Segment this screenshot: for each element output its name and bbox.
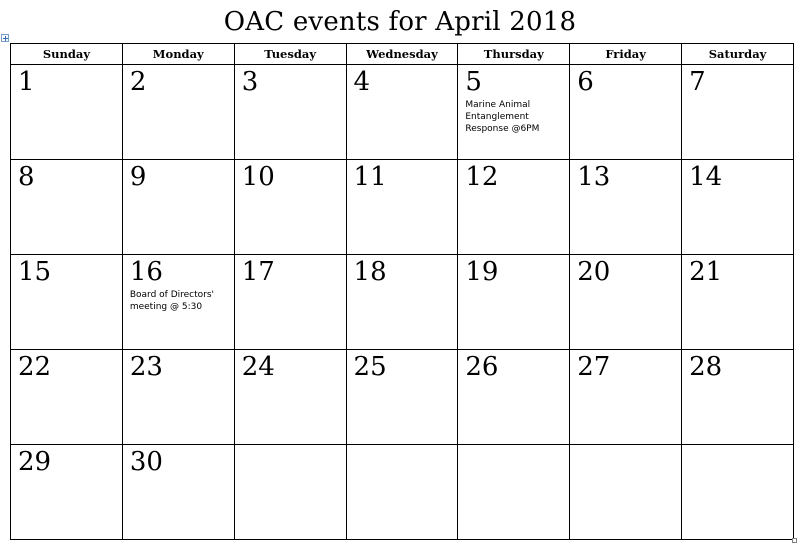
day-number xyxy=(570,445,681,447)
day-cell[interactable] xyxy=(458,445,570,540)
week-row xyxy=(11,65,794,160)
day-number: 1 xyxy=(18,67,35,97)
day-cell[interactable] xyxy=(682,350,794,445)
day-number: 13 xyxy=(577,162,611,192)
table-move-handle-icon[interactable] xyxy=(1,34,9,42)
day-number: 16 xyxy=(129,257,163,287)
day-cell[interactable] xyxy=(122,65,234,160)
day-number: 19 xyxy=(465,257,499,287)
day-cell[interactable] xyxy=(458,65,570,160)
day-number xyxy=(347,445,458,447)
day-number: 22 xyxy=(18,352,52,382)
table-resize-handle[interactable] xyxy=(792,538,797,543)
day-number: 25 xyxy=(353,352,387,382)
day-cell[interactable] xyxy=(234,445,346,540)
day-number: 29 xyxy=(18,447,52,477)
week-row xyxy=(11,255,794,350)
day-cell[interactable] xyxy=(570,160,682,255)
day-cell[interactable] xyxy=(346,445,458,540)
day-number: 9 xyxy=(129,162,147,192)
day-number: 21 xyxy=(689,257,723,287)
event-text: Marine Animal Entanglement Response @6PM xyxy=(465,100,540,134)
day-cell[interactable] xyxy=(11,65,123,160)
day-cell[interactable] xyxy=(234,255,346,350)
day-number: 15 xyxy=(18,257,52,287)
day-number: 30 xyxy=(129,447,163,477)
day-cell[interactable] xyxy=(122,255,234,350)
day-cell[interactable] xyxy=(346,255,458,350)
weekday-header-sunday: Sunday xyxy=(11,44,123,65)
day-cell[interactable] xyxy=(458,160,570,255)
day-cell[interactable] xyxy=(570,65,682,160)
day-cell[interactable] xyxy=(682,445,794,540)
day-cell[interactable] xyxy=(682,65,794,160)
day-cell[interactable] xyxy=(570,350,682,445)
weekday-header-saturday: Saturday xyxy=(682,44,794,65)
day-cell[interactable] xyxy=(682,255,794,350)
day-cell[interactable] xyxy=(570,255,682,350)
day-cell[interactable] xyxy=(234,65,346,160)
day-number: 7 xyxy=(689,67,706,97)
day-number: 10 xyxy=(241,162,275,192)
weekday-header-wednesday: Wednesday xyxy=(346,44,458,65)
day-cell[interactable] xyxy=(122,445,234,540)
day-cell[interactable] xyxy=(122,350,234,445)
day-number: 11 xyxy=(353,162,387,192)
day-number xyxy=(458,445,569,447)
day-cell[interactable] xyxy=(234,350,346,445)
day-number: 2 xyxy=(129,67,147,97)
weekday-header-tuesday: Tuesday xyxy=(234,44,346,65)
day-number: 8 xyxy=(18,162,35,192)
day-number xyxy=(682,445,793,447)
weekday-header-row xyxy=(11,44,794,65)
day-number: 28 xyxy=(689,352,723,382)
week-row xyxy=(11,350,794,445)
day-cell[interactable] xyxy=(458,255,570,350)
day-cell[interactable] xyxy=(11,160,123,255)
day-cell[interactable] xyxy=(11,445,123,540)
day-cell[interactable] xyxy=(458,350,570,445)
day-number: 27 xyxy=(577,352,611,382)
week-row xyxy=(11,160,794,255)
day-number: 26 xyxy=(465,352,499,382)
day-cell[interactable] xyxy=(346,350,458,445)
day-number xyxy=(235,445,346,447)
day-cell[interactable] xyxy=(11,350,123,445)
week-row xyxy=(11,445,794,540)
day-cell[interactable] xyxy=(122,160,234,255)
weekday-header-thursday: Thursday xyxy=(458,44,570,65)
weekday-header-monday: Monday xyxy=(122,44,234,65)
day-number: 14 xyxy=(689,162,723,192)
day-number: 4 xyxy=(353,67,371,97)
day-number: 18 xyxy=(353,257,387,287)
calendar-title: OAC events for April 2018 xyxy=(223,7,577,37)
day-number: 20 xyxy=(577,257,611,287)
day-cell[interactable] xyxy=(11,255,123,350)
calendar-table xyxy=(10,43,794,540)
day-number: 3 xyxy=(241,67,259,97)
day-number: 17 xyxy=(241,257,275,287)
day-number: 6 xyxy=(577,67,594,97)
day-cell[interactable] xyxy=(346,65,458,160)
day-cell[interactable] xyxy=(234,160,346,255)
day-number: 12 xyxy=(465,162,499,192)
day-number: 5 xyxy=(465,67,482,97)
day-cell[interactable] xyxy=(570,445,682,540)
day-cell[interactable] xyxy=(682,160,794,255)
day-number: 24 xyxy=(241,352,275,382)
event-text: Board of Directors' meeting @ 5:30 xyxy=(129,290,215,312)
day-cell[interactable] xyxy=(346,160,458,255)
day-number: 23 xyxy=(129,352,163,382)
weekday-header-friday: Friday xyxy=(570,44,682,65)
